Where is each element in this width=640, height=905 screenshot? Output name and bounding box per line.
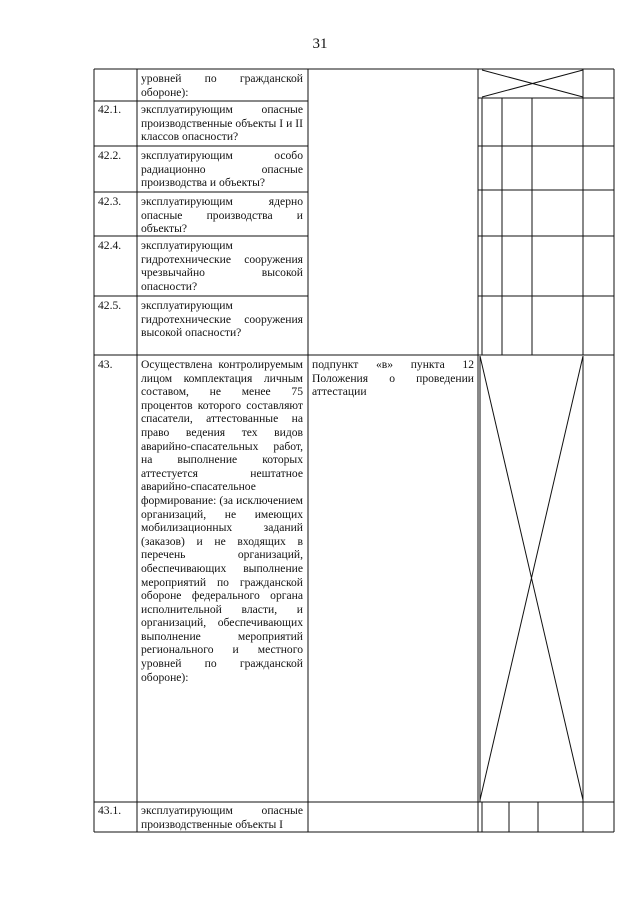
page-number: 31 (312, 36, 328, 52)
row-6-basis: подпункт «в» пункта 12 Положения о проведении аттестации (312, 358, 474, 399)
row-4-text: эксплуатирующим гидротехнические сооружения чрезвычайно высокой опасности? (141, 239, 303, 293)
row-1-number: 42.1. (98, 103, 122, 116)
row-1-text: эксплуатирующим опасные производственные объекты I и II классов опасности? (141, 103, 303, 144)
row-4-number: 42.4. (98, 239, 122, 252)
row-6-number: 43. (98, 358, 113, 371)
row-5-number: 42.5. (98, 299, 122, 312)
row-7-number: 43.1. (98, 804, 122, 817)
row-6-text: Осуществлена контролируемым лицом комплектация личным составом, не менее 75 процентов которого составляют спасатели, аттестованные на право ведения тех видов аварийно-спасательных работ, на выполнение которых аттестуется нештатное аварийно-спасательное формирование: (за исключением организаций, не имеющих мобилизационных заданий (заказов) и не входящих в перечень организаций, обеспечивающих выполнение мероприятий по гражданской обороне федерального органа исполнительной власти, и организаций, обеспечивающих выполнение мероприятий регионального и местного уровней по гражданской обороне): (141, 358, 303, 684)
row-2-number: 42.2. (98, 149, 122, 162)
row-7-text: эксплуатирующим опасные производственные объекты I (141, 804, 303, 831)
row-3-text: эксплуатирующим ядерно опасные производства и объекты? (141, 195, 303, 236)
row-3-number: 42.3. (98, 195, 122, 208)
row-5-text: эксплуатирующим гидротехнические сооружения высокой опасности? (141, 299, 303, 340)
row-2-text: эксплуатирующим особо радиационно опасные производства и объекты? (141, 149, 303, 190)
row-0-text: уровней по гражданской обороне): (141, 72, 303, 99)
